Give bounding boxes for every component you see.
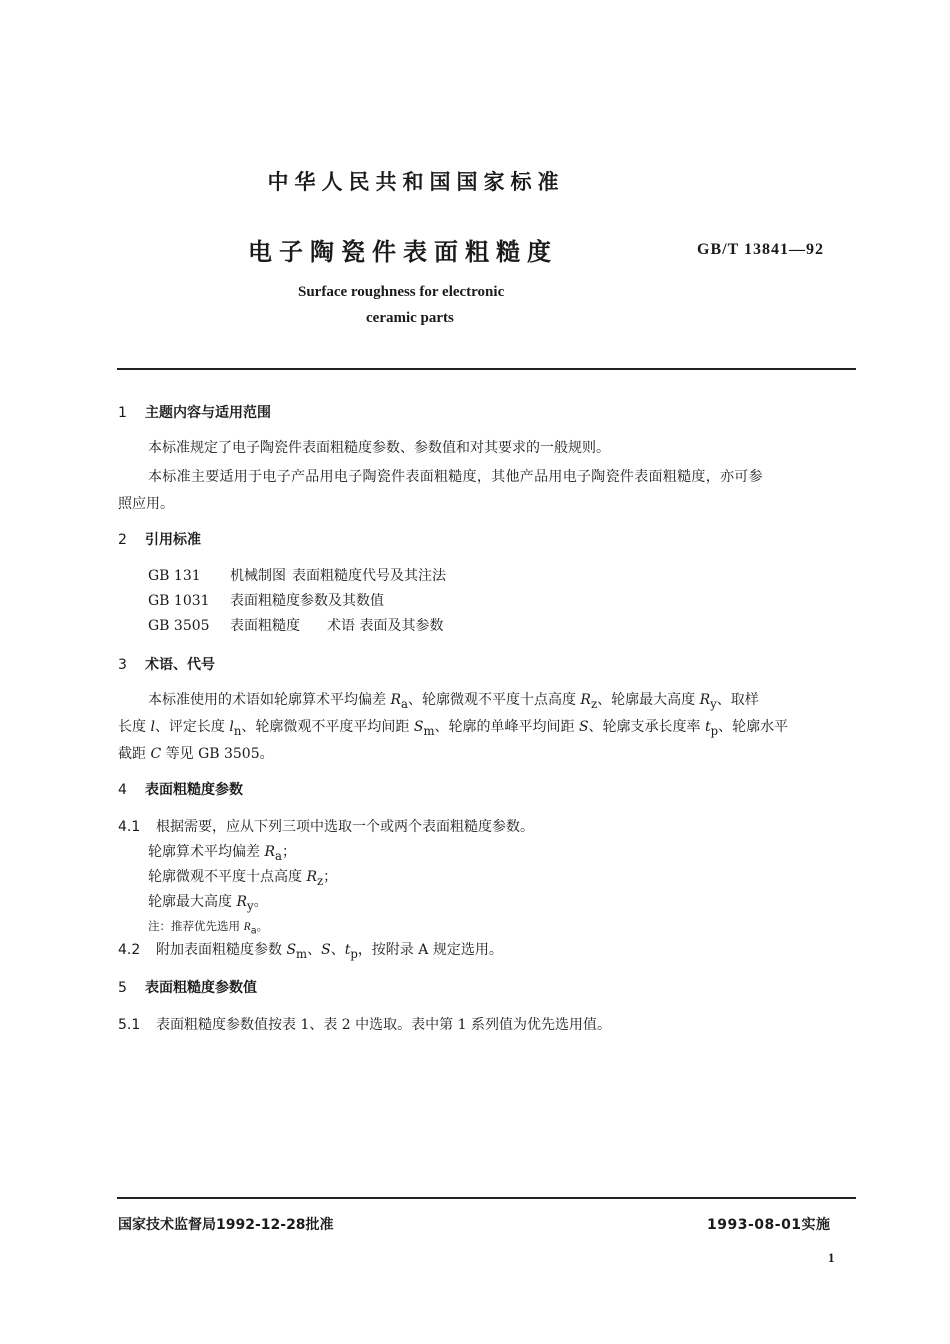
reference-desc: 术语 表面及其参数 [327, 618, 444, 634]
reference-code: GB 131 [148, 568, 201, 584]
text-run: 、轮廓支承长度率 [588, 719, 705, 735]
reference-item [148, 590, 384, 610]
text-run: 等见 GB 3505。 [161, 746, 274, 762]
footer-divider [117, 1197, 856, 1199]
clause-4-1 [118, 816, 534, 836]
section-number: 5 [118, 980, 127, 996]
clause-text: 根据需要，应从下列三项中选取一个或两个表面粗糙度参数。 [156, 819, 534, 835]
subscript-a: a [401, 696, 408, 711]
note [148, 918, 268, 936]
section-1-heading [118, 402, 271, 422]
parameter-item-ra [148, 841, 296, 863]
subscript-m: m [296, 946, 308, 961]
symbol-S: S [578, 719, 589, 735]
clause-text: 表面粗糙度参数值按表 1、表 2 中选取。表中第 1 系列值为优先选用值。 [156, 1017, 611, 1033]
symbol-S: S [413, 719, 424, 735]
separator: 、 [307, 942, 322, 958]
symbol-t: t [705, 719, 711, 735]
reference-code: GB 3505 [148, 618, 210, 634]
symbol-R: R [264, 844, 275, 860]
symbol-S: S [321, 942, 331, 958]
section-1-paragraph-2-line-2: 照应用。 [118, 496, 174, 512]
text-run: ； [323, 869, 338, 885]
section-title: 表面粗糙度参数值 [145, 980, 257, 996]
subscript-a: a [250, 925, 257, 937]
english-title-line-1: Surface roughness for electronic [298, 284, 505, 300]
reference-item [148, 615, 443, 635]
section-number: 4 [118, 782, 127, 798]
section-2-heading [118, 529, 201, 549]
clause-5-1 [118, 1014, 611, 1034]
section-1-paragraph-2-line-1: 本标准主要适用于电子产品用电子陶瓷件表面粗糙度，其他产品用电子陶瓷件表面粗糙度，亦可参 [148, 469, 763, 485]
symbol-l: l [150, 719, 155, 735]
national-standard-heading: 中华人民共和国国家标准 [267, 170, 565, 194]
reference-desc: 表面粗糙度代号及其注法 [292, 568, 446, 584]
symbol-R: R [306, 869, 317, 885]
reference-title: 表面粗糙度参数及其数值 [230, 593, 384, 609]
text-run: 轮廓算术平均偏差 [148, 844, 265, 860]
symbol-R: R [236, 894, 247, 910]
section-3-line-3 [118, 743, 274, 763]
text-run: 附加表面粗糙度参数 [156, 942, 287, 958]
clause-4-2 [118, 939, 503, 961]
symbol-S: S [286, 942, 297, 958]
subscript-a: a [275, 848, 282, 863]
text-run: 。 [253, 894, 268, 910]
subscript-y: y [710, 696, 717, 711]
page-title: 电子陶瓷件表面粗糙度 [248, 238, 558, 266]
text-run: 、轮廓微观不平度十点高度 [407, 692, 581, 708]
symbol-t: t [344, 942, 351, 958]
separator: 、 [330, 942, 345, 958]
section-1-paragraph-1: 本标准规定了电子陶瓷件表面粗糙度参数、参数值和对其要求的一般规则。 [148, 440, 610, 456]
text-run: 注：推荐优先选用 [148, 919, 244, 933]
reference-code: GB 1031 [148, 593, 210, 609]
text-run: 长度 [118, 719, 151, 735]
subscript-z: z [317, 873, 324, 888]
text-run: 、轮廓水平 [718, 719, 789, 735]
text-run: ； [281, 844, 296, 860]
section-title: 引用标准 [145, 532, 201, 548]
subscript-p: p [350, 946, 358, 961]
section-3-heading [118, 654, 215, 674]
subscript-m: m [423, 723, 435, 738]
symbol-R: R [580, 692, 591, 708]
subscript-z: z [590, 696, 598, 711]
subscript-y: y [247, 898, 254, 913]
section-3-line-2 [118, 716, 788, 738]
parameter-item-ry [148, 891, 268, 913]
approval-date: 国家技术监督局1992-12-28批准 [118, 1217, 334, 1233]
subscript-n: n [233, 723, 242, 738]
clause-number: 4.1 [118, 819, 141, 835]
text-run: 、取样 [716, 692, 759, 708]
text-run: 、轮廓微观不平度平均间距 [241, 719, 414, 735]
section-number: 2 [118, 532, 127, 548]
reference-item [148, 565, 446, 585]
page-number: 1 [828, 1250, 835, 1265]
section-title: 主题内容与适用范围 [145, 405, 271, 421]
subscript-p: p [710, 723, 719, 738]
section-3-line-1 [148, 689, 759, 711]
text-run: 、评定长度 [154, 719, 230, 735]
symbol-R: R [699, 692, 711, 708]
text-run: 。 [256, 919, 269, 933]
symbol-R: R [390, 692, 401, 708]
section-title: 术语、代号 [145, 657, 215, 673]
symbol-C: C [150, 746, 162, 762]
text-run: 轮廓最大高度 [148, 894, 237, 910]
section-4-heading [118, 779, 243, 799]
standard-code-text: GB/T 13841—92 [697, 241, 824, 258]
section-number: 1 [118, 405, 127, 421]
parameter-item-rz [148, 866, 337, 888]
section-number: 3 [118, 657, 127, 673]
english-title-line-2: ceramic parts [366, 310, 454, 326]
clause-number: 4.2 [118, 942, 141, 958]
symbol-l: l [229, 719, 234, 735]
header-divider [117, 368, 856, 370]
symbol-R: R [243, 921, 251, 933]
text-run: 、轮廓的单峰平均间距 [434, 719, 579, 735]
clause-number: 5.1 [118, 1017, 141, 1033]
text-run: 、轮廓最大高度 [597, 692, 700, 708]
section-5-heading [118, 977, 257, 997]
standard-code [697, 239, 824, 259]
text-run: 本标准使用的术语如轮廓算术平均偏差 [148, 692, 391, 708]
text-run: ，按附录 A 规定选用。 [357, 942, 503, 958]
reference-title: 表面粗糙度 [230, 618, 300, 634]
reference-title: 机械制图 [230, 568, 286, 584]
effective-date: 1993-08-01实施 [707, 1217, 831, 1233]
text-run: 轮廓微观不平度十点高度 [148, 869, 307, 885]
section-title: 表面粗糙度参数 [145, 782, 243, 798]
text-run: 截距 [118, 746, 151, 762]
